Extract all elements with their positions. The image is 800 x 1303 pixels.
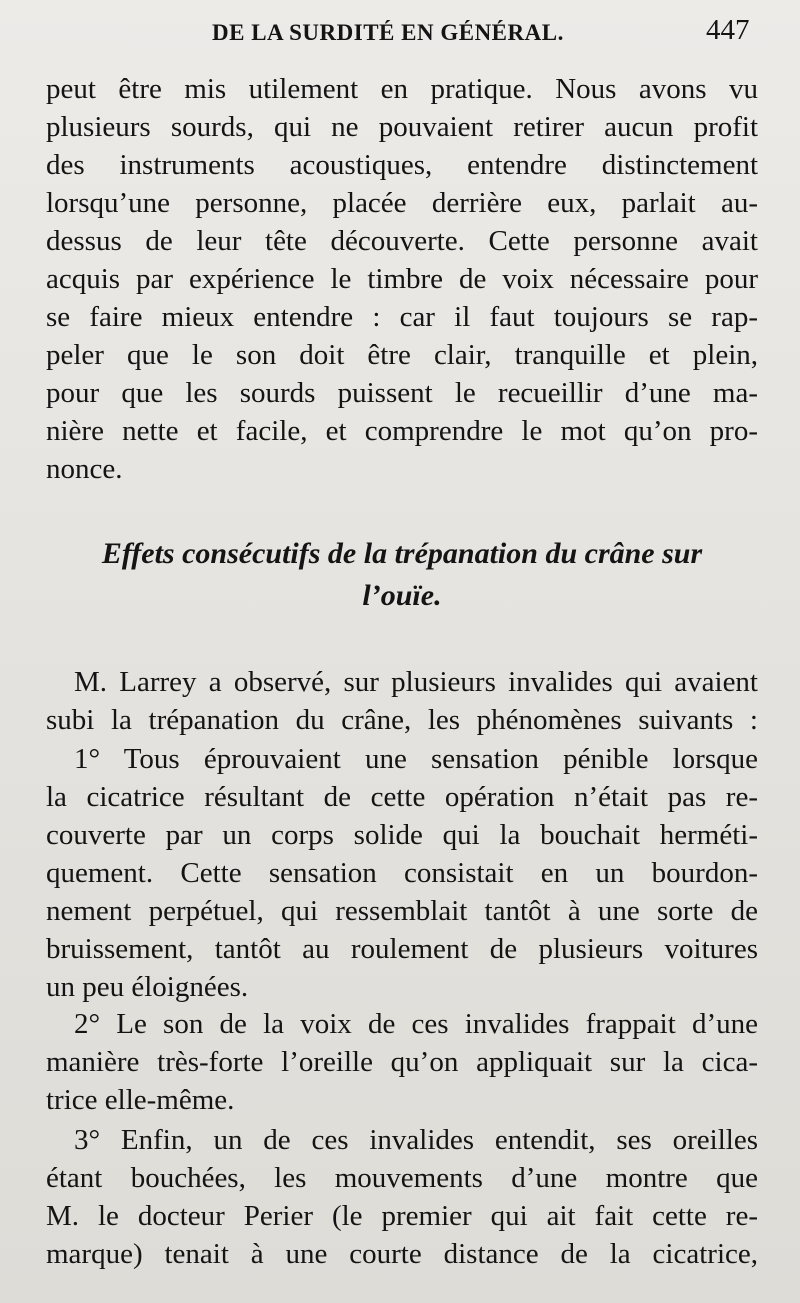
text-line: peut être mis utilement en pratique. Nous avons vu: [46, 73, 758, 105]
text-line: acquis par expérience le timbre de voix nécessaire pour: [46, 263, 758, 295]
text-line: un peu éloignées.: [46, 971, 249, 1003]
paragraph-4: [46, 1005, 758, 1119]
text-line: 3° Enfin, un de ces invalides entendit, ses oreilles: [74, 1124, 758, 1156]
text-line: lorsqu’une personne, placée derrière eux, parlait au-: [46, 187, 758, 219]
text-line: pour que les sourds puissent le recueillir d’une ma-: [46, 377, 758, 409]
text-line: bruissement, tantôt au roulement de plusieurs voitures: [46, 933, 758, 965]
text-line: quement. Cette sensation consistait en un bourdon-: [46, 857, 758, 889]
text-line: peler que le son doit être clair, tranquille et plein,: [46, 339, 758, 371]
text-line: 2° Le son de la voix de ces invalides frappait d’une: [74, 1008, 758, 1040]
text-line: se faire mieux entendre : car il faut toujours se rap-: [46, 301, 758, 333]
section-heading-line-2: l’ouïe.: [362, 579, 442, 612]
text-line: nonce.: [46, 453, 123, 485]
text-line: M. Larrey a observé, sur plusieurs invalides qui avaient: [74, 666, 758, 698]
text-line: M. le docteur Perier (le premier qui ait fait cette re-: [46, 1200, 758, 1232]
paragraph-1: [46, 70, 758, 488]
text-line: nière nette et facile, et comprendre le mot qu’on pro-: [46, 415, 758, 447]
text-line: dessus de leur tête découverte. Cette personne avait: [46, 225, 758, 257]
text-line: la cicatrice résultant de cette opération n’était pas re-: [46, 781, 758, 813]
section-heading: [46, 533, 758, 617]
text-line: plusieurs sourds, qui ne pouvaient retirer aucun profit: [46, 111, 758, 143]
paragraph-5: [46, 1121, 758, 1273]
text-line: subi la trépanation du crâne, les phénomènes suivants :: [46, 704, 758, 736]
page-number: 447: [706, 14, 750, 46]
section-heading-line-1: Effets consécutifs de la trépanation du crâne sur: [101, 537, 703, 570]
text-line: manière très-forte l’oreille qu’on appliquait sur la cica-: [46, 1046, 758, 1078]
page-header: [0, 14, 800, 54]
text-line: 1° Tous éprouvaient une sensation pénible lorsque: [74, 743, 758, 775]
text-line: des instruments acoustiques, entendre distinctement: [46, 149, 758, 181]
text-line: nement perpétuel, qui ressemblait tantôt à une sorte de: [46, 895, 758, 927]
text-line: étant bouchées, les mouvements d’une montre que: [46, 1162, 758, 1194]
running-head: DE LA SURDITÉ EN GÉNÉRAL.: [212, 20, 564, 45]
paragraph-2: [46, 663, 758, 739]
paragraph-3: [46, 740, 758, 1006]
text-line: marque) tenait à une courte distance de la cicatrice,: [46, 1238, 758, 1270]
text-line: trice elle-même.: [46, 1084, 235, 1116]
text-line: couverte par un corps solide qui la bouchait herméti-: [46, 819, 758, 851]
